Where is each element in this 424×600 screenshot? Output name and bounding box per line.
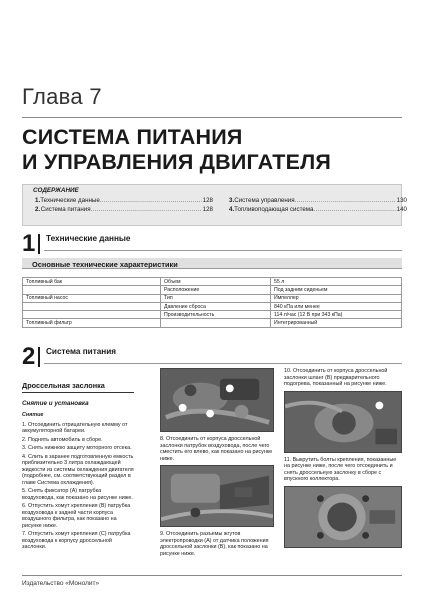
toc-item[interactable] xyxy=(35,206,213,215)
table-of-contents xyxy=(22,184,407,226)
section-bar xyxy=(38,234,40,254)
publisher-footer: Издательство «Монолит» xyxy=(22,580,100,587)
toc-item-label: Технические данные xyxy=(40,197,100,204)
table-cell: Давление сброса xyxy=(161,302,271,310)
text-column-1 xyxy=(22,383,134,553)
toc-item[interactable] xyxy=(229,197,407,206)
table-cell: Топливный бак xyxy=(23,278,161,286)
table-cell xyxy=(161,319,271,327)
text-column-3 xyxy=(284,368,402,548)
removal-install-heading: Снятие и установка xyxy=(22,399,89,407)
table-cell: Расположение xyxy=(161,286,271,294)
toc-item-label: Система управления xyxy=(234,197,295,204)
specs-subheading: Основные технические характеристики xyxy=(22,258,402,269)
table-cell xyxy=(23,286,161,294)
toc-item-number: 4. xyxy=(229,205,235,213)
step-text: 10. Отсоединить от корпуса дроссельной заслонки шланг (В) предварительного подогрева, показанный на рисунке ниже. xyxy=(284,368,388,387)
step-text: 2. Поднять автомобиль в сборе. xyxy=(22,436,103,443)
table-cell: 55 л xyxy=(271,278,402,286)
table-cell: Интегрированный xyxy=(271,319,402,327)
toc-item-label: Топливоподающая система xyxy=(234,205,314,213)
table-cell: 840 кПа или менее xyxy=(271,302,402,310)
step-text: 4. Слить в заранее подготовленную емкость приблизительно 3 литра охлаждающей жидкости из системы охлаждения двигателя (подробнее, см. соответствующий раздел в главе Система охлаждения). xyxy=(22,453,134,486)
table-cell: Топливный насос xyxy=(23,294,161,302)
section-1-header xyxy=(22,232,402,256)
toc-item-label: Система питания xyxy=(40,205,91,213)
engine-photo-3-image xyxy=(285,392,401,452)
toc-column-right xyxy=(229,197,407,214)
chapter-title-line2: И УПРАВЛЕНИЯ ДВИГАТЕЛЯ xyxy=(22,150,332,174)
step-text: 5. Снять фиксатор (А) патрубка воздуховода, как показано на рисунке ниже. xyxy=(22,488,133,501)
throttle-heading: Дроссельная заслонка xyxy=(22,383,134,393)
removal-label: Снятие xyxy=(22,412,44,418)
specs-table xyxy=(22,277,402,328)
step-text: 8. Отсоединить от корпуса дроссельной заслонки патрубок воздуховода, после чего сместить его влево, как показано на рисунке ниже. xyxy=(160,436,273,462)
toc-column-left xyxy=(35,197,213,214)
toc-item-page: 128 xyxy=(202,197,213,204)
toc-leader xyxy=(91,206,202,215)
toc-header: СОДЕРЖАНИЕ xyxy=(33,187,79,194)
section-2-header xyxy=(22,345,402,369)
toc-item[interactable] xyxy=(35,197,213,206)
section-bar xyxy=(38,347,40,367)
step-text: 3. Снять нижнюю защиту моторного отсека. xyxy=(22,445,132,451)
engine-photo-2 xyxy=(160,465,274,527)
toc-item-page: 128 xyxy=(202,205,213,213)
table-row xyxy=(23,278,402,286)
toc-item-page: 140 xyxy=(396,205,407,213)
engine-photo-4-image xyxy=(285,487,401,547)
section-number: 2 xyxy=(22,343,36,370)
text-column-2 xyxy=(160,368,274,559)
toc-leader xyxy=(295,197,396,206)
section-title: Система питания xyxy=(46,347,117,356)
footer-rule xyxy=(22,575,402,576)
table-cell: Объем xyxy=(161,278,271,286)
table-cell: Тип xyxy=(161,294,271,302)
step-text: 6. Отпустить хомут крепления (В) патрубка воздуховода к задней части корпуса воздушного фильтра, как показано на рисунке ниже. xyxy=(22,503,131,529)
table-row xyxy=(23,302,402,310)
table-cell: Импеллер xyxy=(271,294,402,302)
engine-photo-2-image xyxy=(161,466,273,526)
table-cell: Топливный фильтр xyxy=(23,319,161,327)
table-row xyxy=(23,311,402,319)
section-title: Технические данные xyxy=(46,234,131,243)
toc-leader xyxy=(100,197,202,206)
chapter-title xyxy=(22,125,412,175)
chapter-title-line1: СИСТЕМА ПИТАНИЯ xyxy=(22,125,243,149)
toc-item[interactable] xyxy=(229,206,407,215)
engine-photo-3 xyxy=(284,391,402,453)
section-divider xyxy=(44,250,402,251)
table-cell xyxy=(23,311,161,319)
step-text: 1. Отсоединить отрицательную клемму от аккумуляторной батареи. xyxy=(22,421,128,434)
table-cell: Производительность xyxy=(161,311,271,319)
table-row xyxy=(23,294,402,302)
step-text: 9. Отсоединить разъемы жгутов электропроводки (А) от датчика положения дроссельной заслонки (В), как показано на рисунке ниже. xyxy=(160,531,269,557)
step-text: 7. Отпустить хомут крепления (С) патрубка воздуховода к корпусу дроссельной заслонки. xyxy=(22,531,131,550)
toc-item-number: 3. xyxy=(229,197,235,204)
engine-photo-4 xyxy=(284,486,402,548)
section-divider xyxy=(44,363,402,364)
toc-item-number: 2. xyxy=(35,205,41,213)
title-rule xyxy=(22,117,402,118)
toc-item-number: 1. xyxy=(35,197,41,204)
step-text: 11. Выкрутить болты крепления, показанные на рисунке ниже, после чего отсоединить и снять дроссельную заслонку в сборе с впускного коллектора. xyxy=(284,456,397,482)
table-cell: 114 л/час (12 В при 343 кПа) xyxy=(271,311,402,319)
toc-leader xyxy=(313,206,395,215)
section-number: 1 xyxy=(22,230,36,257)
engine-photo-1-image xyxy=(161,369,273,431)
chapter-label: Глава 7 xyxy=(22,84,102,109)
table-cell: Под задним сиденьем xyxy=(271,286,402,294)
engine-photo-1 xyxy=(160,368,274,432)
toc-item-page: 130 xyxy=(396,197,407,204)
table-row xyxy=(23,286,402,294)
table-row xyxy=(23,319,402,327)
table-cell xyxy=(23,302,161,310)
